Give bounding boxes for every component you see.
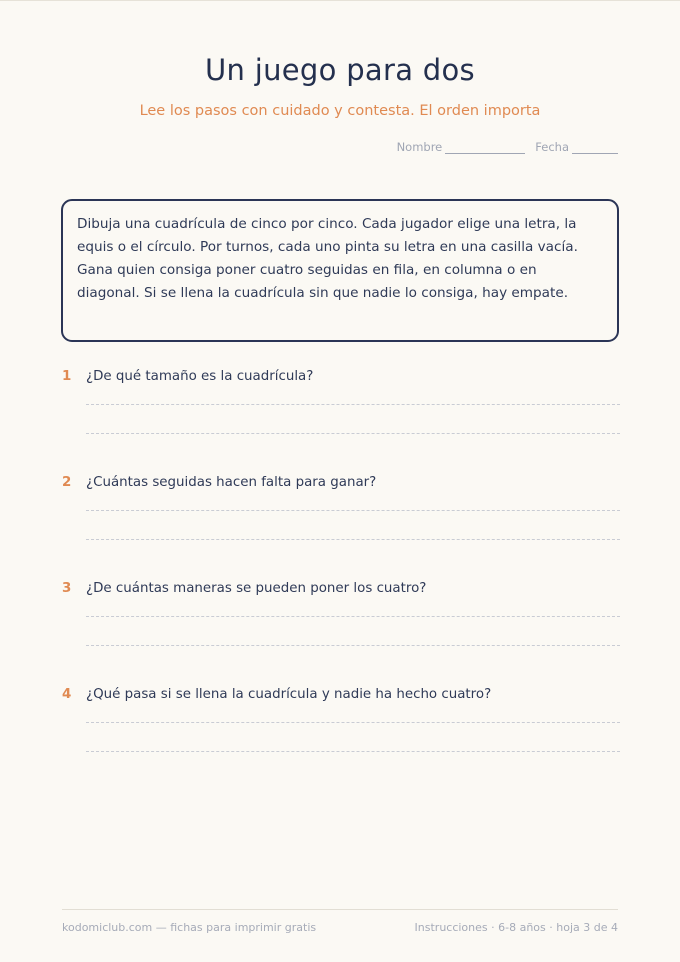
footer-sheet-info: Instrucciones · 6-8 años · hoja 3 de 4 [414, 921, 618, 934]
answer-line [86, 645, 620, 646]
name-date-fields [397, 140, 618, 154]
question-2 [62, 475, 620, 540]
question-number: 1 [62, 369, 72, 384]
name-blank-line [445, 143, 525, 154]
answer-line [86, 510, 620, 511]
date-blank-line [572, 143, 618, 154]
footer-site: kodomiclub.com — fichas para imprimir gratis [62, 921, 317, 934]
date-label: Fecha [535, 140, 569, 154]
question-number: 2 [62, 475, 72, 490]
question-text: ¿Cuántas seguidas hacen falta para ganar? [86, 475, 377, 490]
question-text: ¿De cuántas maneras se pueden poner los cuatro? [86, 581, 427, 596]
answer-line [86, 722, 620, 723]
answer-line [86, 751, 620, 752]
question-number: 4 [62, 687, 72, 702]
answer-line [86, 616, 620, 617]
question-text: ¿De qué tamaño es la cuadrícula? [86, 369, 314, 384]
question-1 [62, 369, 620, 434]
answer-line [86, 539, 620, 540]
page-title: Un juego para dos [205, 53, 475, 87]
page-subtitle: Lee los pasos con cuidado y contesta. El orden importa [139, 103, 541, 119]
question-number: 3 [62, 581, 72, 596]
question-text: ¿Qué pasa si se llena la cuadrícula y nadie ha hecho cuatro? [86, 687, 492, 702]
question-4 [62, 687, 620, 752]
answer-line [86, 404, 620, 405]
answer-line [86, 433, 620, 434]
footer-divider [62, 909, 618, 910]
instructions-text: Dibuja una cuadrícula de cinco por cinco. Cada jugador elige una letra, la equis o el círculo. Por turnos, cada uno pinta su letra en una casilla vacía. Gana quien consiga poner cuatro seguidas en fila, en columna o en diagonal. Si se llena la cuadrícula sin que nadie lo consiga, hay empate. [77, 216, 578, 301]
instructions-box [61, 199, 619, 342]
name-label: Nombre [396, 140, 443, 154]
question-3 [62, 581, 620, 646]
